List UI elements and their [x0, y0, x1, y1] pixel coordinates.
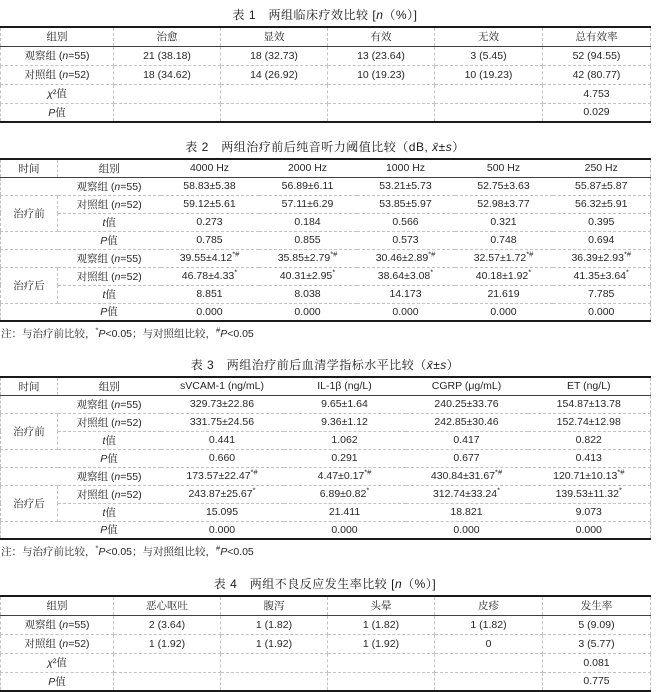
cell: 243.87±25.67*	[161, 485, 284, 503]
cell: 36.39±2.93*#	[553, 249, 651, 267]
cell: 40.31±2.95*	[259, 267, 357, 285]
cell: 3 (5.45)	[435, 46, 543, 65]
table3-serum-indicators	[0, 376, 651, 540]
table4-block	[0, 559, 664, 692]
table-row	[1, 177, 651, 195]
cell: 1 (1.92)	[328, 634, 435, 653]
cell: 10 (19.23)	[328, 65, 435, 84]
table-row	[1, 267, 651, 285]
cell: 18 (34.62)	[114, 65, 221, 84]
row-label: t值	[58, 213, 161, 231]
table1-block	[0, 0, 664, 123]
table4-adverse-reactions	[0, 595, 651, 692]
cell	[221, 672, 328, 691]
cell: 1.062	[284, 431, 406, 449]
cell: 46.78±4.33*	[161, 267, 259, 285]
cell: 18.821	[406, 503, 528, 521]
cell: 1 (1.82)	[328, 615, 435, 634]
cell: 0.417	[406, 431, 528, 449]
spacer-cell	[1, 467, 58, 485]
cell: 35.85±2.79*#	[259, 249, 357, 267]
column-header: 有效	[328, 27, 435, 46]
cell: 0.573	[357, 231, 455, 249]
cell: 0.000	[161, 521, 284, 539]
table-row	[1, 103, 651, 122]
cell: 0.273	[161, 213, 259, 231]
cell: 0.441	[161, 431, 284, 449]
cell: 1 (1.92)	[114, 634, 221, 653]
table-row	[1, 503, 651, 521]
cell: 42 (80.77)	[543, 65, 651, 84]
cell: 152.74±12.98	[528, 413, 651, 431]
cell	[435, 103, 543, 122]
column-header: 1000 Hz	[357, 159, 455, 177]
cell: 0.000	[161, 303, 259, 321]
cell: 0.184	[259, 213, 357, 231]
spacer-cell	[1, 177, 58, 195]
table3-note: 注：与治疗前比较，*P<0.05；与对照组比较，#P<0.05	[1, 543, 254, 558]
table-row	[1, 467, 651, 485]
header-row	[1, 596, 651, 615]
cell: 331.75±24.56	[161, 413, 284, 431]
column-header: 总有效率	[543, 27, 651, 46]
cell: 30.46±2.89*#	[357, 249, 455, 267]
cell: 329.73±22.86	[161, 395, 284, 413]
table2-hearing-threshold	[0, 158, 651, 322]
column-header: 腹泻	[221, 596, 328, 615]
cell: 0.785	[161, 231, 259, 249]
column-header: 恶心呕吐	[114, 596, 221, 615]
cell: 154.87±13.78	[528, 395, 651, 413]
column-header: ET (ng/L)	[528, 377, 651, 395]
table-row	[1, 634, 651, 653]
cell: 5 (9.09)	[543, 615, 651, 634]
cell	[221, 653, 328, 672]
cell: 0.566	[357, 213, 455, 231]
table-row	[1, 213, 651, 231]
table-row	[1, 521, 651, 539]
column-header: 组别	[1, 596, 114, 615]
cell: 0.291	[284, 449, 406, 467]
cell: 1 (1.92)	[221, 634, 328, 653]
cell: 21.619	[455, 285, 553, 303]
cell: 240.25±33.76	[406, 395, 528, 413]
header-row	[1, 159, 651, 177]
column-header: 皮疹	[435, 596, 543, 615]
cell	[435, 672, 543, 691]
cell: 0.000	[553, 303, 651, 321]
cell: 9.65±1.64	[284, 395, 406, 413]
column-header: 组别	[58, 377, 161, 395]
cell: 15.095	[161, 503, 284, 521]
cell: 9.36±1.12	[284, 413, 406, 431]
row-label: 对照组 (n=52)	[58, 485, 161, 503]
cell: 58.83±5.38	[161, 177, 259, 195]
column-header: 无效	[435, 27, 543, 46]
row-label: 对照组 (n=52)	[1, 634, 114, 653]
row-label: P值	[58, 231, 161, 249]
column-header: 显效	[221, 27, 328, 46]
cell: 52.75±3.63	[455, 177, 553, 195]
row-label: P值	[58, 449, 161, 467]
cell	[435, 653, 543, 672]
cell: 21 (38.18)	[114, 46, 221, 65]
cell: 52 (94.55)	[543, 46, 651, 65]
header-row	[1, 377, 651, 395]
table-row	[1, 231, 651, 249]
cell: 18 (32.73)	[221, 46, 328, 65]
cell: 430.84±31.67*#	[406, 467, 528, 485]
cell: 57.11±6.29	[259, 195, 357, 213]
cell: 0.000	[357, 303, 455, 321]
column-header: 组别	[58, 159, 161, 177]
cell: 0.000	[259, 303, 357, 321]
column-header: 4000 Hz	[161, 159, 259, 177]
table-row	[1, 303, 651, 321]
table2-title: 表 2 两组治疗前后纯音听力阈值比较（dB, x̄±s）	[185, 140, 465, 154]
cell: 0.000	[455, 303, 553, 321]
column-header: 头晕	[328, 596, 435, 615]
cell: 14 (26.92)	[221, 65, 328, 84]
cell: 9.073	[528, 503, 651, 521]
table4-title: 表 4 两组不良反应发生率比较 [n（%）]	[213, 577, 437, 591]
cell: 7.785	[553, 285, 651, 303]
table-row	[1, 249, 651, 267]
table-row	[1, 413, 651, 431]
cell	[114, 653, 221, 672]
table-row	[1, 84, 651, 103]
cell: 0.000	[284, 521, 406, 539]
cell: 0.029	[543, 103, 651, 122]
spacer-cell	[1, 521, 58, 539]
row-label: P值	[1, 103, 114, 122]
cell	[435, 84, 543, 103]
cell: 8.038	[259, 285, 357, 303]
cell: 53.85±5.97	[357, 195, 455, 213]
column-header: 500 Hz	[455, 159, 553, 177]
cell: 21.411	[284, 503, 406, 521]
cell: 40.18±1.92*	[455, 267, 553, 285]
column-header: IL-1β (ng/L)	[284, 377, 406, 395]
row-label: 观察组 (n=55)	[1, 615, 114, 634]
column-header: 发生率	[543, 596, 651, 615]
cell: 1 (1.82)	[221, 615, 328, 634]
cell	[328, 84, 435, 103]
cell: 0.694	[553, 231, 651, 249]
row-label: 对照组 (n=52)	[58, 195, 161, 213]
column-header: 2000 Hz	[259, 159, 357, 177]
cell: 56.32±5.91	[553, 195, 651, 213]
cell	[114, 103, 221, 122]
cell	[328, 103, 435, 122]
column-header: sVCAM-1 (ng/mL)	[161, 377, 284, 395]
table1-title: 表 1 两组临床疗效比较 [n（%）]	[232, 8, 418, 22]
header-row	[1, 27, 651, 46]
row-label: t值	[58, 431, 161, 449]
cell: 56.89±6.11	[259, 177, 357, 195]
cell: 139.53±11.32*	[528, 485, 651, 503]
row-label: 对照组 (n=52)	[58, 267, 161, 285]
table2-block	[0, 123, 664, 341]
cell	[221, 103, 328, 122]
table3-title: 表 3 两组治疗前后血清学指标水平比较（x̄±s）	[190, 358, 460, 372]
cell: 0.822	[528, 431, 651, 449]
row-label: t值	[58, 285, 161, 303]
cell: 312.74±33.24*	[406, 485, 528, 503]
column-header: 时间	[1, 159, 58, 177]
cell: 14.173	[357, 285, 455, 303]
column-header: 250 Hz	[553, 159, 651, 177]
table-row	[1, 431, 651, 449]
cell: 10 (19.23)	[435, 65, 543, 84]
row-label: 对照组 (n=52)	[1, 65, 114, 84]
spacer-cell	[1, 395, 58, 413]
cell: 39.55±4.12*#	[161, 249, 259, 267]
table-row	[1, 195, 651, 213]
cell: 13 (23.64)	[328, 46, 435, 65]
cell: 52.98±3.77	[455, 195, 553, 213]
spacer-cell	[1, 449, 58, 467]
cell: 4.753	[543, 84, 651, 103]
cell: 41.35±3.64*	[553, 267, 651, 285]
row-label: χ²值	[1, 84, 114, 103]
cell: 0.775	[543, 672, 651, 691]
table-row	[1, 65, 651, 84]
table-row	[1, 449, 651, 467]
row-label: 观察组 (n=55)	[58, 177, 161, 195]
table3-block	[0, 341, 664, 559]
column-header: CGRP (μg/mL)	[406, 377, 528, 395]
row-label: 对照组 (n=52)	[58, 413, 161, 431]
cell: 0.395	[553, 213, 651, 231]
time-section-label: 治疗前	[1, 413, 58, 449]
cell	[328, 653, 435, 672]
cell: 0.000	[406, 521, 528, 539]
cell: 55.87±5.87	[553, 177, 651, 195]
row-label: P值	[58, 521, 161, 539]
table-row	[1, 615, 651, 634]
cell: 0.660	[161, 449, 284, 467]
table2-note: 注：与治疗前比较，*P<0.05；与对照组比较，#P<0.05	[1, 325, 254, 340]
cell	[114, 672, 221, 691]
column-header: 时间	[1, 377, 58, 395]
cell: 0.855	[259, 231, 357, 249]
row-label: 观察组 (n=55)	[58, 395, 161, 413]
row-label: P值	[58, 303, 161, 321]
cell: 242.85±30.46	[406, 413, 528, 431]
row-label: 观察组 (n=55)	[58, 467, 161, 485]
table-row	[1, 672, 651, 691]
cell: 8.851	[161, 285, 259, 303]
cell: 1 (1.82)	[435, 615, 543, 634]
cell: 0.748	[455, 231, 553, 249]
row-label: 观察组 (n=55)	[1, 46, 114, 65]
table-row	[1, 285, 651, 303]
row-label: 观察组 (n=55)	[58, 249, 161, 267]
cell: 0.321	[455, 213, 553, 231]
cell: 0.081	[543, 653, 651, 672]
cell: 6.89±0.82*	[284, 485, 406, 503]
spacer-cell	[1, 231, 58, 249]
cell: 32.57±1.72*#	[455, 249, 553, 267]
table-row	[1, 46, 651, 65]
column-header: 组别	[1, 27, 114, 46]
column-header: 治愈	[114, 27, 221, 46]
cell: 0.677	[406, 449, 528, 467]
table-row	[1, 653, 651, 672]
cell: 53.21±5.73	[357, 177, 455, 195]
row-label: t值	[58, 503, 161, 521]
spacer-cell	[1, 303, 58, 321]
cell	[221, 84, 328, 103]
cell	[114, 84, 221, 103]
row-label: χ²值	[1, 653, 114, 672]
cell: 173.57±22.47*#	[161, 467, 284, 485]
row-label: P值	[1, 672, 114, 691]
cell: 2 (3.64)	[114, 615, 221, 634]
table-row	[1, 395, 651, 413]
cell	[328, 672, 435, 691]
table-row	[1, 485, 651, 503]
cell: 38.64±3.08*	[357, 267, 455, 285]
cell: 0	[435, 634, 543, 653]
time-section-label: 治疗前	[1, 195, 58, 231]
cell: 0.413	[528, 449, 651, 467]
time-section-label: 治疗后	[1, 485, 58, 521]
cell: 120.71±10.13*#	[528, 467, 651, 485]
time-section-label: 治疗后	[1, 267, 58, 303]
cell: 4.47±0.17*#	[284, 467, 406, 485]
table1-clinical-efficacy	[0, 26, 651, 123]
cell: 59.12±5.61	[161, 195, 259, 213]
spacer-cell	[1, 249, 58, 267]
cell: 3 (5.77)	[543, 634, 651, 653]
cell: 0.000	[528, 521, 651, 539]
